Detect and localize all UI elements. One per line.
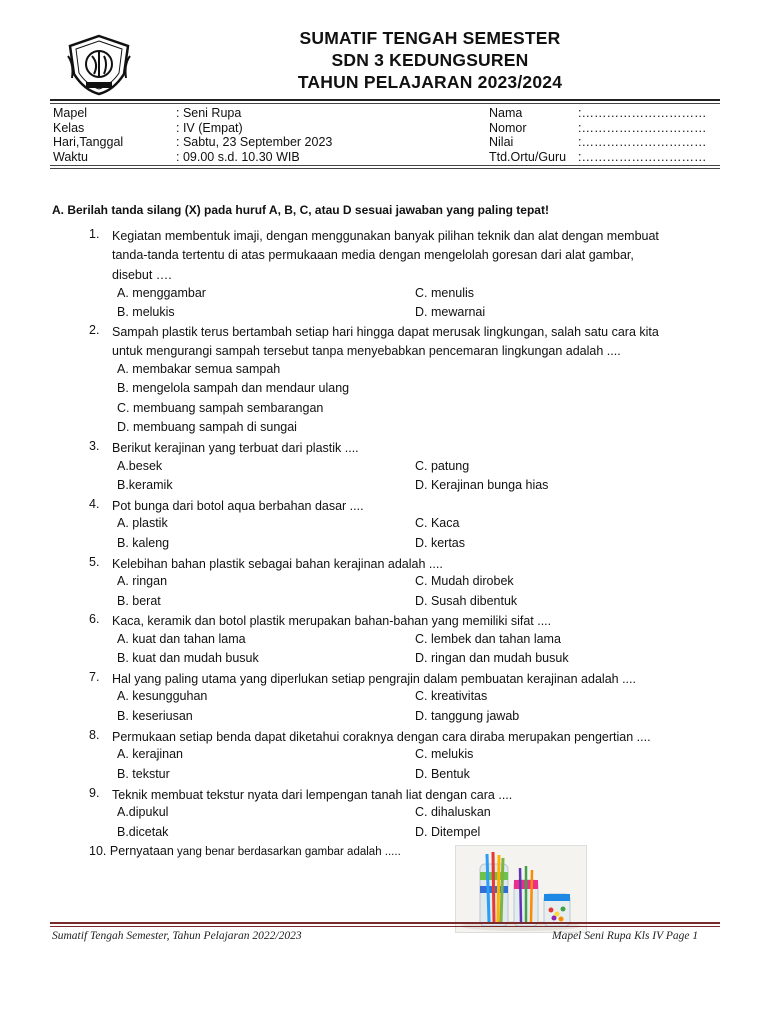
value-hari-tanggal: : Sabtu, 23 September 2023 bbox=[176, 135, 333, 149]
option-a: A. kerajinan bbox=[117, 747, 184, 761]
value-nama: :………………………… bbox=[578, 106, 707, 120]
academic-year: TAHUN PELAJARAN 2023/2024 bbox=[297, 72, 563, 92]
option-c: C. lembek dan tahan lama bbox=[415, 632, 561, 646]
question-line: untuk mengurangi sampah tersebut tanpa menyebabkan pencemaran lingkungan adalah .... bbox=[112, 344, 621, 359]
question-4-text: Pot bunga dari botol aqua berbahan dasar .... bbox=[112, 499, 364, 513]
info-left-values bbox=[176, 106, 332, 164]
school-emblem-logo bbox=[64, 34, 134, 96]
option-c: C. Kaca bbox=[415, 516, 460, 530]
footer-left-text: Sumatif Tengah Semester, Tahun Pelajaran 2022/2023 bbox=[52, 930, 302, 942]
question-8-text: Permukaan setiap benda dapat diketahui coraknya dengan cara diraba merupakan pengertian .... bbox=[112, 730, 651, 744]
option-b: B.keramik bbox=[117, 478, 173, 492]
label-nilai: Nilai bbox=[489, 135, 514, 149]
option-d: D. kertas bbox=[415, 536, 466, 550]
question-9-text: Teknik membuat tekstur nyata dari lempengan tanah liat dengan cara .... bbox=[112, 788, 513, 802]
question-number: 2. bbox=[89, 323, 100, 337]
question-line: disebut …. bbox=[112, 267, 172, 282]
option-a: A. plastik bbox=[117, 516, 168, 530]
label-mapel: Mapel bbox=[53, 106, 88, 120]
option-c: C. patung bbox=[415, 459, 470, 473]
question-7-text: Hal yang paling utama yang diperlukan setiap pengrajin dalam pembuatan kerajinan adalah .... bbox=[112, 672, 636, 686]
option-c: C. Mudah dirobek bbox=[415, 574, 514, 588]
question-line: Sampah plastik terus bertambah setiap hari hingga dapat merusak lingkungan, salah satu cara kita bbox=[112, 325, 659, 339]
footer-page-label: Mapel Seni Rupa Kls IV Page 1 bbox=[552, 930, 699, 942]
label-kelas: Kelas bbox=[53, 120, 85, 135]
question-number: 8. bbox=[89, 728, 100, 742]
option-d: D. mewarnai bbox=[415, 305, 486, 319]
question-10-rest: yang benar berdasarkan gambar adalah ..... bbox=[173, 846, 401, 858]
option-a: A. kuat dan tahan lama bbox=[117, 632, 246, 646]
question-line: tanda-tanda tertentu di atas permukaaan media dengan mengelolah goresan dari alat gambar, bbox=[112, 248, 634, 263]
option-b: B. kaleng bbox=[117, 536, 170, 550]
info-left-labels bbox=[53, 106, 123, 164]
value-ttd: :………………………… bbox=[578, 149, 707, 164]
info-rule-bottom-2 bbox=[50, 168, 720, 169]
question-number: 7. bbox=[89, 670, 100, 684]
option-b: B.dicetak bbox=[117, 825, 169, 839]
option-d: D. ringan dan mudah busuk bbox=[415, 651, 569, 665]
value-kelas: : IV (Empat) bbox=[176, 120, 243, 135]
option-b: B. berat bbox=[117, 594, 161, 608]
label-nama: Nama bbox=[489, 106, 523, 120]
option-d: D. Ditempel bbox=[415, 825, 481, 839]
option-c: C. dihaluskan bbox=[415, 805, 491, 819]
option-a: A.dipukul bbox=[117, 805, 169, 819]
question-number: 6. bbox=[89, 612, 100, 626]
header-rule-top-thin bbox=[50, 103, 720, 104]
header-rule-top bbox=[50, 99, 720, 101]
option-a: A. ringan bbox=[117, 574, 168, 588]
question-10-lead: Pernyataan bbox=[109, 844, 174, 858]
question-number: 9. bbox=[89, 786, 100, 800]
option-a: A. menggambar bbox=[117, 286, 206, 300]
info-right-labels bbox=[489, 106, 566, 164]
question-5-text: Kelebihan bahan plastik sebagai bahan kerajinan adalah .... bbox=[112, 557, 443, 571]
section-a-instruction: A. Berilah tanda silang (X) pada huruf A, B, C, atau D sesuai jawaban yang paling tepat! bbox=[52, 203, 549, 217]
question-10-text bbox=[89, 844, 401, 858]
bottle-pencil-holders-image bbox=[455, 845, 587, 933]
value-nomor: :………………………… bbox=[578, 120, 707, 135]
question-2-text bbox=[112, 323, 722, 362]
label-hari-tanggal: Hari,Tanggal bbox=[53, 135, 124, 149]
option-b: B. kuat dan mudah busuk bbox=[117, 651, 259, 665]
info-rule-bottom bbox=[50, 165, 720, 166]
question-3-text: Berikut kerajinan yang terbuat dari plastik .... bbox=[112, 441, 359, 455]
question-line: Kegiatan membentuk imaji, dengan menggunakan banyak pilihan teknik dan alat dengan membuat bbox=[112, 229, 659, 243]
question-1-text bbox=[112, 227, 722, 285]
option-c: C. membuang sampah sembarangan bbox=[117, 401, 324, 415]
option-d: D. Bentuk bbox=[415, 767, 470, 781]
option-d: D. Kerajinan bunga hias bbox=[415, 478, 549, 492]
option-b: B. tekstur bbox=[117, 767, 170, 781]
option-d: D. Susah dibentuk bbox=[415, 594, 518, 608]
option-b: B. keseriusan bbox=[117, 709, 193, 723]
value-mapel: : Seni Rupa bbox=[176, 106, 242, 120]
option-a: A.besek bbox=[117, 459, 163, 473]
option-d: D. membuang sampah di sungai bbox=[117, 420, 297, 434]
footer-rule-thin bbox=[50, 926, 720, 927]
option-b: B. mengelola sampah dan mendaur ulang bbox=[117, 381, 350, 395]
option-a: A. membakar semua sampah bbox=[117, 362, 281, 376]
school-name: SDN 3 KEDUNGSUREN bbox=[331, 50, 529, 70]
option-d: D. tanggung jawab bbox=[415, 709, 520, 723]
value-nilai: :………………………… bbox=[578, 135, 707, 149]
option-b: B. melukis bbox=[117, 305, 175, 319]
value-waktu: : 09.00 s.d. 10.30 WIB bbox=[176, 149, 300, 164]
question-6-text: Kaca, keramik dan botol plastik merupakan bahan-bahan yang memiliki sifat .... bbox=[112, 614, 552, 628]
option-c: C. melukis bbox=[415, 747, 474, 761]
info-right-values bbox=[578, 106, 706, 164]
option-c: C. menulis bbox=[415, 286, 475, 300]
option-c: C. kreativitas bbox=[415, 689, 488, 703]
label-nomor: Nomor bbox=[489, 120, 527, 135]
question-number: 5. bbox=[89, 555, 100, 569]
footer-rule bbox=[50, 922, 720, 924]
exam-title: SUMATIF TENGAH SEMESTER bbox=[299, 28, 561, 48]
option-a: A. kesungguhan bbox=[117, 689, 208, 703]
label-waktu: Waktu bbox=[53, 149, 88, 164]
question-number: 3. bbox=[89, 439, 100, 453]
question-number: 1. bbox=[89, 227, 100, 241]
label-ttd: Ttd.Ortu/Guru bbox=[489, 149, 567, 164]
question-number: 10. bbox=[89, 844, 107, 858]
question-number: 4. bbox=[89, 497, 100, 511]
